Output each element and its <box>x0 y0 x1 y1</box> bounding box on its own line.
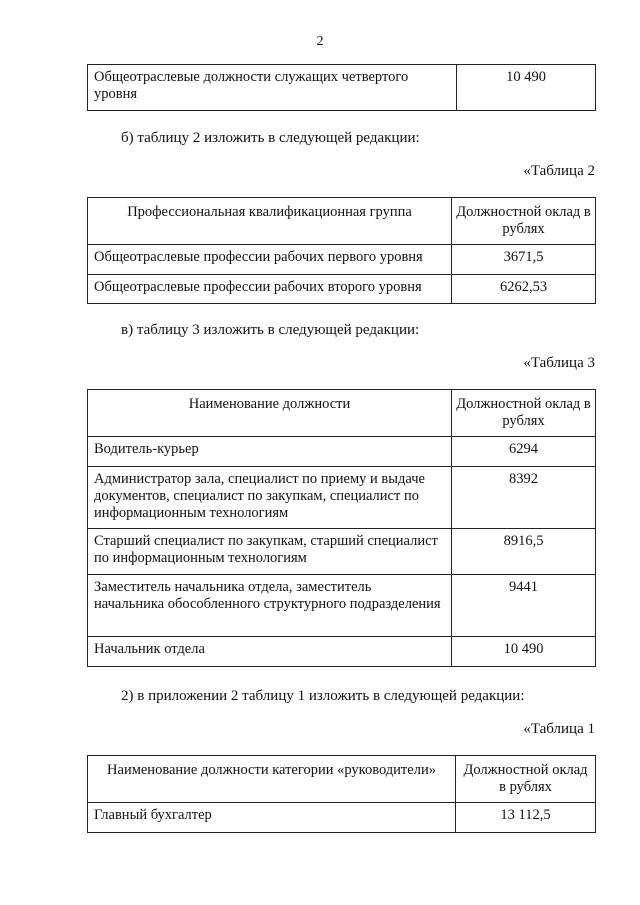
table-row <box>88 529 596 575</box>
table-top <box>87 64 596 111</box>
table-header-row <box>88 390 596 437</box>
header-salary: Должностной оклад в рублях <box>456 756 596 803</box>
row-value: 6262,53 <box>452 275 596 304</box>
table-row <box>88 803 596 833</box>
row-name: Старший специалист по закупкам, старший специалист по информационным технологиям <box>88 529 452 575</box>
table-row <box>88 65 596 111</box>
row-value: 6294 <box>452 437 596 467</box>
paragraph-v: в) таблицу 3 изложить в следующей редакции: <box>121 322 420 338</box>
row-value: 3671,5 <box>452 245 596 275</box>
row-name: Общеотраслевые профессии рабочих второго уровня <box>88 275 452 304</box>
header-salary: Должностной оклад в рублях <box>452 198 596 245</box>
caption-table-2: «Таблица 2 <box>523 163 595 179</box>
row-name: Начальник отдела <box>88 637 452 667</box>
header-position: Наименование должности категории «руководители» <box>88 756 456 803</box>
row-value: 8392 <box>452 467 596 529</box>
caption-table-1: «Таблица 1 <box>523 721 595 737</box>
row-value: 10 490 <box>457 65 596 111</box>
row-value: 10 490 <box>452 637 596 667</box>
table-row <box>88 467 596 529</box>
row-name: Общеотраслевые профессии рабочих первого уровня <box>88 245 452 275</box>
paragraph-2: 2) в приложении 2 таблицу 1 изложить в следующей редакции: <box>121 688 525 704</box>
paragraph-b: б) таблицу 2 изложить в следующей редакции: <box>121 130 420 146</box>
row-name: Водитель-курьер <box>88 437 452 467</box>
caption-table-3: «Таблица 3 <box>523 355 595 371</box>
table-3 <box>87 389 596 667</box>
page-number: 2 <box>316 34 324 49</box>
row-name: Администратор зала, специалист по приему и выдаче документов, специалист по закупкам, специалист по информационным технологиям <box>88 467 452 529</box>
row-value: 8916,5 <box>452 529 596 575</box>
table-row <box>88 575 596 637</box>
table-row <box>88 637 596 667</box>
header-position: Наименование должности <box>88 390 452 437</box>
table-header-row <box>88 756 596 803</box>
table-row <box>88 437 596 467</box>
table-row <box>88 275 596 304</box>
table-1 <box>87 755 596 833</box>
row-value: 9441 <box>452 575 596 637</box>
row-name: Заместитель начальника отдела, заместитель начальника обособленного структурного подразделения <box>88 575 452 637</box>
table-row <box>88 245 596 275</box>
row-name: Главный бухгалтер <box>88 803 456 833</box>
row-value: 13 112,5 <box>456 803 596 833</box>
table-2 <box>87 197 596 304</box>
row-name: Общеотраслевые должности служащих четвертого уровня <box>88 65 457 111</box>
header-group: Профессиональная квалификационная группа <box>88 198 452 245</box>
table-header-row <box>88 198 596 245</box>
header-salary: Должностной оклад в рублях <box>452 390 596 437</box>
